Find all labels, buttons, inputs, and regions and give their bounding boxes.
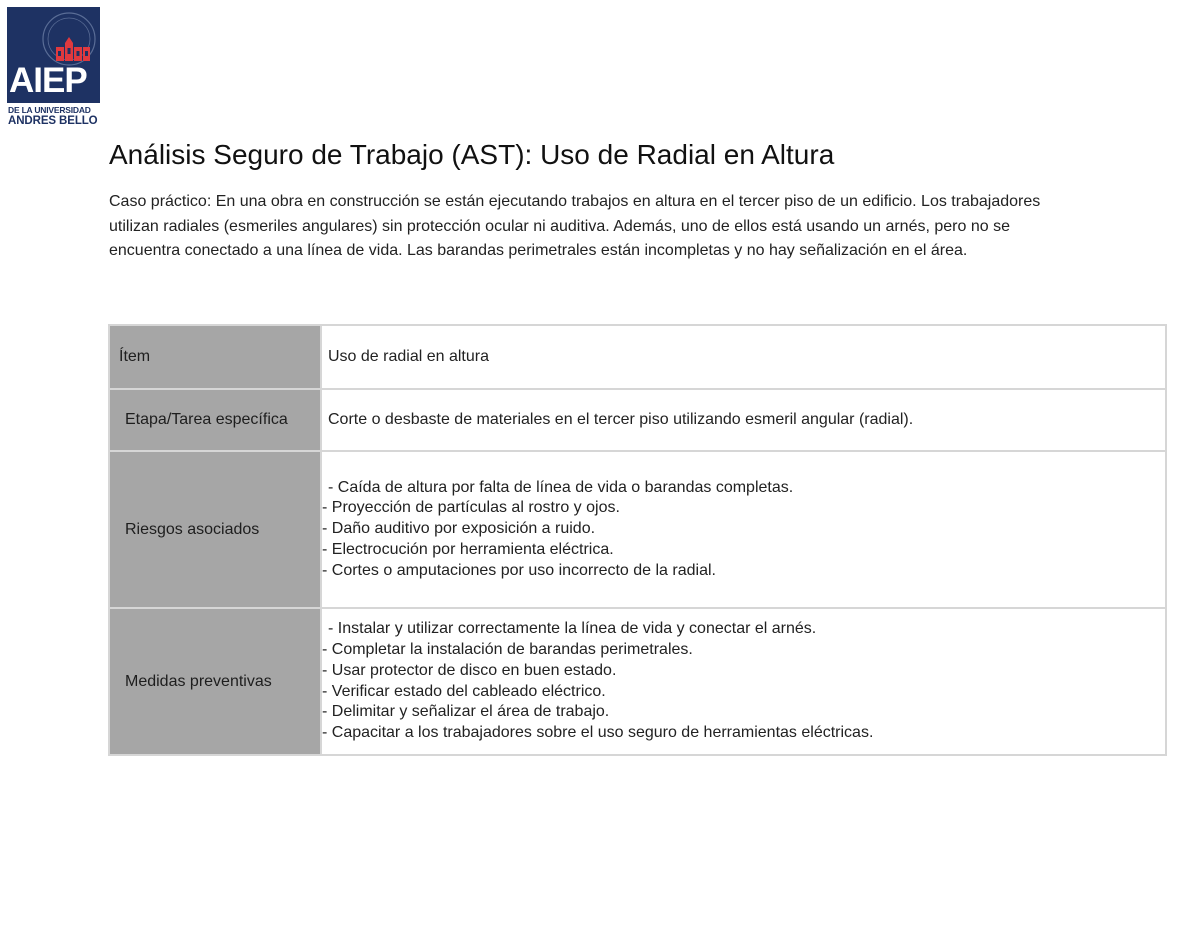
risks-list [322,478,1165,582]
table-value-cell [321,451,1166,608]
list-item: - Completar la instalación de barandas perimetrales. [322,640,693,658]
list-item: - Instalar y utilizar correctamente la línea de vida y conectar el arnés. [328,620,817,638]
table-row-item [109,325,1166,389]
list-item: - Cortes o amputaciones por uso incorrecto de la radial. [322,561,716,579]
list-item: - Delimitar y señalizar el área de trabajo. [322,703,610,721]
table-label-cell [109,451,321,608]
list-item: - Capacitar a los trabajadores sobre el uso seguro de herramientas eléctricas. [322,724,874,742]
table-label-cell [109,325,321,389]
row-value-task: Corte o desbaste de materiales en el tercer piso utilizando esmeril angular (radial). [328,411,914,428]
list-item: - Verificar estado del cableado eléctrico. [322,682,606,700]
row-label-item: Ítem [119,348,151,365]
list-item: - Electrocución por herramienta eléctrica. [322,540,614,558]
list-item: - Daño auditivo por exposición a ruido. [322,520,596,538]
table-row-risks [109,451,1166,608]
row-label-task: Etapa/Tarea específica [125,411,288,428]
row-label-risks: Riesgos asociados [125,520,260,538]
logo-wordmark: AIEP [9,61,87,100]
case-description: Caso práctico: En una obra en construcción se están ejecutando trabajos en altura en el tercer piso de un edificio. Los trabajadores utilizan radiales (esmeriles angulares) sin protección ocular ni auditiva. Además, uno de ellos está usando un arnés, pero no se encuentra conectado a una línea de vida. Las barandas perimetrales están incompletas y no hay señalización en el área. [109,193,1041,259]
row-value-item: Uso de radial en altura [328,348,489,365]
row-label-measures: Medidas preventivas [125,672,272,690]
ast-table [108,324,1167,756]
logo-subtitle-line1: DE LA UNIVERSIDAD [8,105,91,115]
list-item: - Proyección de partículas al rostro y ojos. [322,499,620,517]
table-value-cell [321,325,1166,389]
table-row-task [109,389,1166,451]
table-label-cell [109,608,321,755]
list-item: - Caída de altura por falta de línea de vida o barandas completas. [328,478,794,496]
table-value-cell [321,608,1166,755]
logo-subtitle-line2: ANDRES BELLO [8,115,98,127]
aiep-logo [7,7,100,128]
list-item: - Usar protector de disco en buen estado. [322,661,617,679]
measures-list [322,619,1165,744]
page-title: Análisis Seguro de Trabajo (AST): Uso de Radial en Altura [109,139,835,170]
table-value-cell [321,389,1166,451]
table-label-cell [109,389,321,451]
table-row-measures [109,608,1166,755]
